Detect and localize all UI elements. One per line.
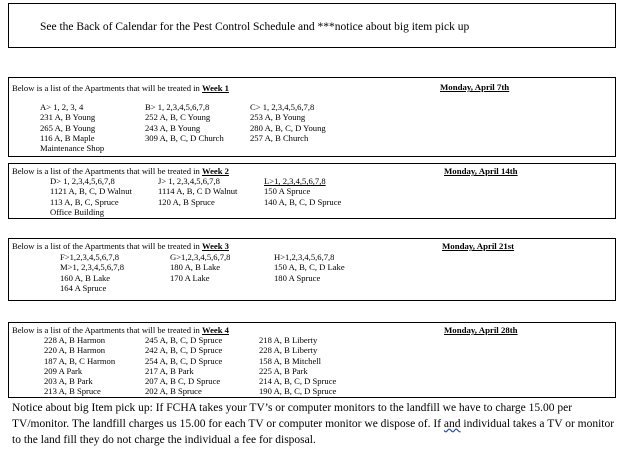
week-3-col-3	[274, 252, 345, 283]
week-1-section	[8, 77, 616, 157]
week-2-date: Monday, April 14th	[444, 166, 518, 176]
week-3-section	[8, 238, 616, 301]
apartment-entry: 116 A, B Maple	[40, 132, 95, 143]
apartment-entry: 113 A, B, C, Spruce	[50, 196, 119, 207]
week-3-col-2	[170, 252, 230, 283]
week-4-col-1	[44, 335, 115, 397]
apartment-entry: F>1,2,3,4,5,6,7,8	[60, 252, 120, 262]
apartment-entry: B> 1, 2,3,4,5,6,7,8	[145, 102, 210, 112]
week-2-intro	[12, 166, 229, 176]
week-1-intro	[12, 83, 229, 93]
week-2-label: Week 2	[202, 166, 229, 176]
apartment-entry: 213 A, B Spruce	[44, 386, 101, 397]
divider	[8, 47, 616, 48]
apartment-entry: 309 A, B, C, D Church	[145, 132, 224, 143]
week-2-section	[8, 163, 616, 219]
apartment-entry: J> 1, 2,3,4,5,6,7,8	[158, 176, 220, 186]
week-3-label: Week 3	[202, 241, 229, 251]
apartment-entry: 220 A, B Harmon	[44, 345, 106, 356]
apartment-entry: 1114 A, B, C D Walnut	[158, 186, 238, 197]
apartment-entry: A> 1, 2, 3, 4	[40, 102, 84, 112]
apartment-entry: 203 A, B Park	[44, 376, 93, 387]
week-4-col-2	[145, 335, 222, 397]
apartment-entry: 231 A, B Young	[40, 112, 96, 123]
week-1-col-1	[40, 102, 104, 153]
apartment-entry: 160 A, B Lake	[60, 272, 111, 283]
apartment-entry: 225 A, B Park	[259, 365, 308, 376]
week-3-intro	[12, 241, 229, 251]
apartment-entry: 218 A, B Liberty	[259, 335, 318, 345]
apartment-entry: 187 A, B, C Harmon	[44, 355, 116, 366]
apartment-entry: C> 1, 2,3,4,5,6,7,8	[250, 102, 315, 112]
apartment-entry: 228 A, B Harmon	[44, 335, 106, 345]
apartment-entry: G>1,2,3,4,5,6,7,8	[170, 252, 231, 262]
apartment-entry: 180 A, B Lake	[170, 262, 221, 273]
apartment-entry: 280 A, B, C, D Young	[250, 122, 326, 133]
week-4-label: Week 4	[202, 325, 229, 335]
apartment-entry: D> 1, 2,3,4,5,6,7,8	[50, 176, 115, 186]
apartment-entry: 207 A, B C, D Spruce	[145, 376, 221, 387]
apartment-entry: 243 A, B Young	[145, 122, 201, 133]
week-2-col-2	[158, 176, 237, 207]
notice-text-2: individual takes a TV or monitor to the land fill they do not charge the individual a fee for disposal.	[12, 418, 615, 446]
intro-text: Below is a list of the Apartments that will be treated in	[12, 166, 200, 176]
intro-text: Below is a list of the Apartments that will be treated in	[12, 325, 200, 335]
notice-underlined-word: and	[443, 418, 461, 430]
apartment-entry: 1121 A, B, C, D Walnut	[50, 186, 132, 197]
apartment-entry: 245 A, B, C, D Spruce	[145, 335, 223, 345]
apartment-entry: 164 A Spruce	[60, 282, 107, 293]
intro-text: Below is a list of the Apartments that will be treated in	[12, 241, 200, 251]
week-4-intro	[12, 325, 229, 335]
apartment-entry: 150 A Spruce	[264, 186, 311, 197]
apartment-entry: 170 A Lake	[170, 272, 210, 283]
notice-text-1: Notice about big Item pick up: If FCHA takes your TV’s or computer monitors to the landfill we have to charge 15.00 per TV/monitor. The landfill charges us 15.00 for each TV or computer monitor we dispose of. If	[12, 402, 573, 430]
apartment-entry: 257 A, B Church	[250, 132, 309, 143]
header-box	[8, 3, 616, 47]
week-2-col-1	[50, 176, 132, 217]
apartment-entry: 190 A, B, C, D Spruce	[259, 386, 337, 397]
apartment-entry: H>1,2,3,4,5,6,7,8	[274, 252, 335, 262]
week-1-label: Week 1	[202, 83, 229, 93]
apartment-entry: 209 A Park	[44, 365, 83, 376]
intro-text: Below is a list of the Apartments that will be treated in	[12, 83, 200, 93]
apartment-entry: 214 A, B, C, D Spruce	[259, 376, 337, 387]
apartment-entry: 120 A, B Spruce	[158, 196, 215, 207]
week-1-col-3	[250, 102, 326, 143]
week-3-date: Monday, April 21st	[442, 241, 515, 251]
big-item-notice	[12, 400, 616, 448]
header-title: See the Back of Calendar for the Pest Control Schedule and ***notice about big item pick up	[40, 21, 470, 33]
apartment-entry: 140 A, B, C, D Spruce	[264, 196, 342, 207]
apartment-entry: L>1, 2,3,4,5,6,7,8	[264, 176, 326, 186]
apartment-entry: 242 A, B, C, D Spruce	[145, 345, 223, 356]
week-4-date: Monday, April 28th	[444, 325, 518, 335]
apartment-entry: 158 A, B Mitchell	[259, 355, 322, 366]
apartment-entry: 252 A, B, C Young	[145, 112, 211, 123]
apartment-entry: 265 A, B Young	[40, 122, 96, 133]
week-3-col-1	[60, 252, 124, 293]
apartment-entry: 217 A, B Park	[145, 365, 194, 376]
apartment-entry: 202 A, B Spruce	[145, 386, 202, 397]
apartment-entry: 254 A, B, C, D Spruce	[145, 355, 223, 366]
apartment-entry: Maintenance Shop	[40, 143, 105, 154]
apartment-entry: 150 A, B, C, D Lake	[274, 262, 345, 273]
apartment-entry: 228 A, B Liberty	[259, 345, 318, 356]
apartment-entry: 253 A, B Young	[250, 112, 306, 123]
week-1-col-2	[145, 102, 224, 143]
apartment-entry: Office Building	[50, 206, 105, 217]
week-4-col-3	[259, 335, 336, 397]
apartment-entry: M>1, 2,3,4,5,6,7,8	[60, 262, 125, 273]
week-4-section	[8, 322, 616, 398]
apartment-entry: 180 A Spruce	[274, 272, 321, 283]
week-2-col-3	[264, 176, 341, 207]
week-1-date: Monday, April 7th	[440, 82, 510, 92]
